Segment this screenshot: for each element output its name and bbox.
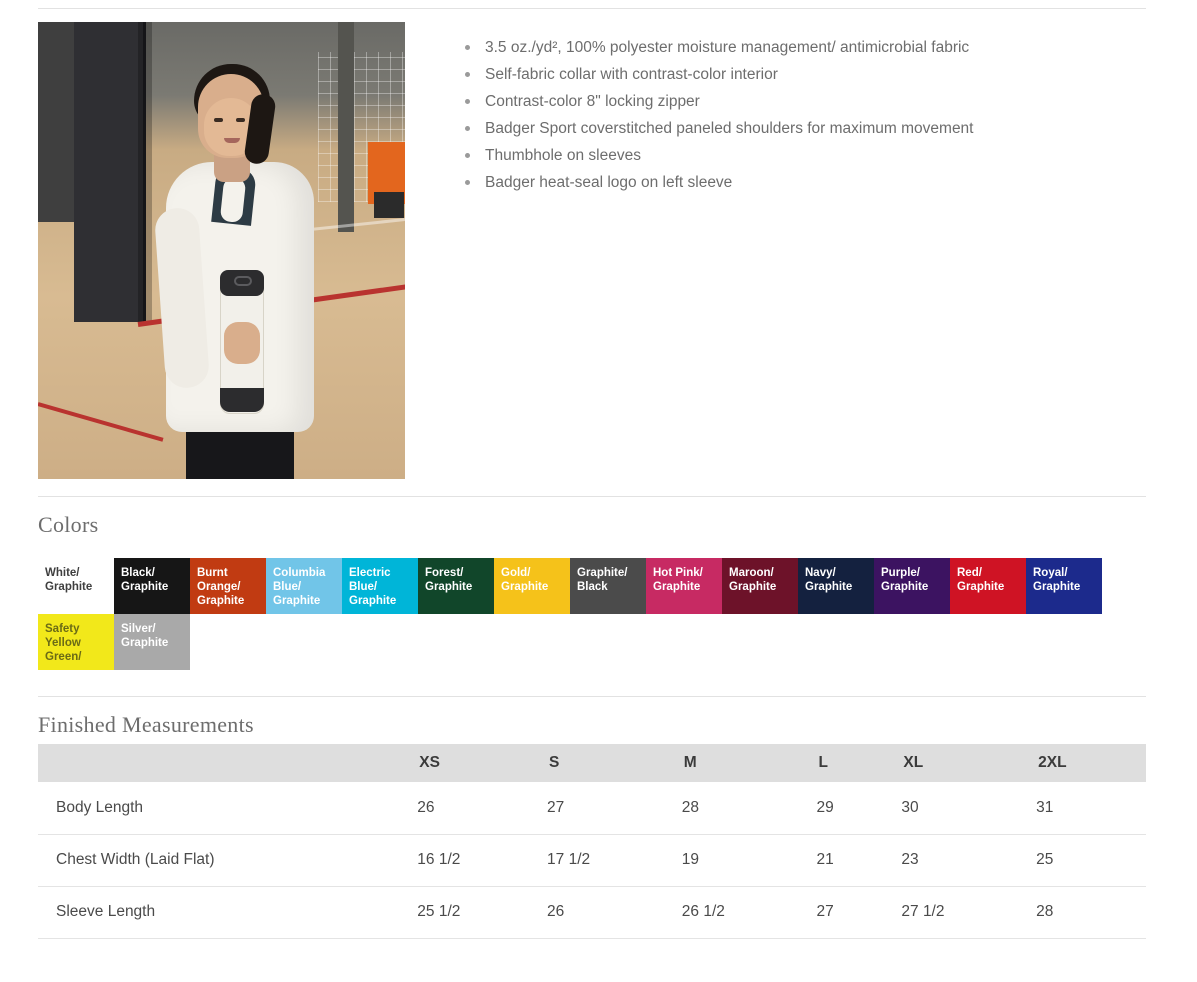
color-swatch[interactable]: Hot Pink/ Graphite [646, 558, 722, 614]
measurements-header-xs: XS [417, 744, 547, 782]
water-bottle-base [220, 388, 264, 412]
measurement-value-s: 27 [547, 782, 682, 834]
feature-item: Badger Sport coverstitched paneled shoulders for maximum movement [461, 115, 974, 142]
colors-title: Colors [38, 512, 99, 537]
measurement-value-2xl: 25 [1036, 834, 1146, 886]
measurement-value-l: 29 [817, 782, 902, 834]
wall-pad [74, 22, 146, 322]
measurement-value-s: 17 1/2 [547, 834, 682, 886]
color-swatch[interactable]: White/ Graphite [38, 558, 114, 614]
feature-list [461, 34, 974, 196]
feature-item: Thumbhole on sleeves [461, 142, 974, 169]
measurements-header-blank [38, 744, 417, 782]
measurements-title: Finished Measurements [38, 712, 254, 737]
feature-item: Contrast-color 8" locking zipper [461, 88, 974, 115]
water-bottle-handle [234, 276, 252, 286]
feature-item: 3.5 oz./yd², 100% polyester moisture management/ antimicrobial fabric [461, 34, 974, 61]
measurement-value-l: 21 [817, 834, 902, 886]
color-swatch[interactable]: Electric Blue/ Graphite [342, 558, 418, 614]
color-swatch[interactable]: Navy/ Graphite [798, 558, 874, 614]
measurement-value-m: 28 [682, 782, 817, 834]
measurements-table [38, 744, 1146, 939]
wall-pad-shadow [138, 22, 152, 322]
measurements-header-l: L [817, 744, 902, 782]
product-features [461, 22, 974, 196]
color-swatch[interactable]: Forest/ Graphite [418, 558, 494, 614]
color-swatch[interactable]: Gold/ Graphite [494, 558, 570, 614]
model-eye-right [236, 118, 245, 122]
measurement-value-xl: 27 1/2 [901, 886, 1036, 938]
measurements-header-m: M [682, 744, 817, 782]
measurement-label: Body Length [38, 782, 417, 834]
measurement-value-xs: 16 1/2 [417, 834, 547, 886]
measurements-header-xl: XL [901, 744, 1036, 782]
color-swatch[interactable]: Graphite/ Black [570, 558, 646, 614]
color-swatch[interactable]: Safety Yellow Green/ [38, 614, 114, 670]
color-swatch[interactable]: Burnt Orange/ Graphite [190, 558, 266, 614]
color-swatch-grid [38, 558, 1148, 670]
measurement-value-xs: 26 [417, 782, 547, 834]
measurement-value-xl: 23 [901, 834, 1036, 886]
model-mouth [224, 138, 240, 143]
table-row [38, 834, 1146, 886]
measurements-header-s: S [547, 744, 682, 782]
table-row [38, 886, 1146, 938]
product-overview-section [38, 22, 1148, 479]
color-swatch[interactable]: Red/ Graphite [950, 558, 1026, 614]
measurement-label: Sleeve Length [38, 886, 417, 938]
measurement-label: Chest Width (Laid Flat) [38, 834, 417, 886]
measurement-value-m: 26 1/2 [682, 886, 817, 938]
top-divider [38, 8, 1146, 9]
measurements-section-divider [38, 696, 1146, 697]
measurements-header-2xl: 2XL [1036, 744, 1146, 782]
measurement-value-xl: 30 [901, 782, 1036, 834]
measurement-value-2xl: 31 [1036, 782, 1146, 834]
color-swatch[interactable]: Columbia Blue/ Graphite [266, 558, 342, 614]
model-hand [224, 322, 260, 364]
color-swatch[interactable]: Silver/ Graphite [114, 614, 190, 670]
colors-section-divider [38, 496, 1146, 497]
measurement-value-l: 27 [817, 886, 902, 938]
color-swatch[interactable]: Maroon/ Graphite [722, 558, 798, 614]
color-swatch[interactable]: Purple/ Graphite [874, 558, 950, 614]
feature-item: Self-fabric collar with contrast-color interior [461, 61, 974, 88]
measurement-value-xs: 25 1/2 [417, 886, 547, 938]
measurements-header-row [38, 744, 1146, 782]
measurement-value-m: 19 [682, 834, 817, 886]
product-photo [38, 22, 405, 479]
table-row [38, 782, 1146, 834]
color-swatch[interactable]: Black/ Graphite [114, 558, 190, 614]
banner-text-block [374, 192, 404, 218]
feature-item: Badger heat-seal logo on left sleeve [461, 169, 974, 196]
measurement-value-2xl: 28 [1036, 886, 1146, 938]
measurement-value-s: 26 [547, 886, 682, 938]
color-swatch[interactable]: Royal/ Graphite [1026, 558, 1102, 614]
net-post [338, 22, 354, 232]
model-eye-left [214, 118, 223, 122]
